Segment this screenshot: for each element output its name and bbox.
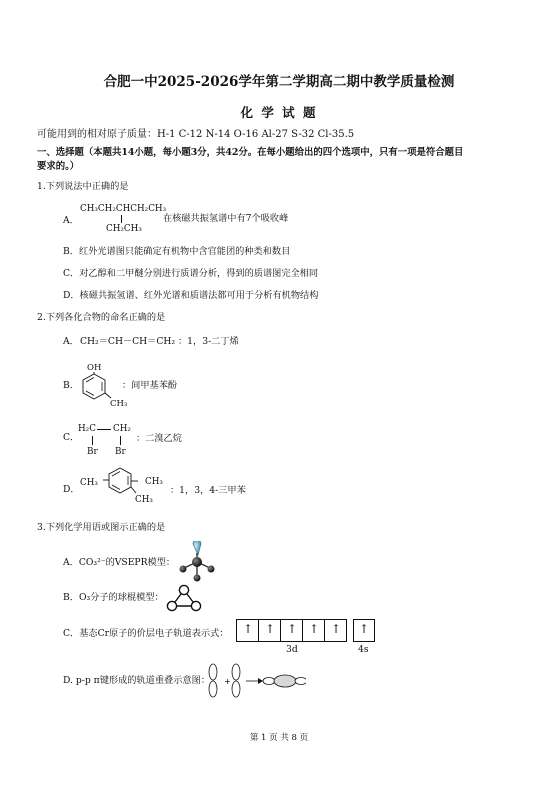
q3-c-divider-1 (258, 620, 259, 641)
q2-option-b-label: B． (63, 380, 79, 391)
q2-c-top-right: CH₂ (113, 424, 131, 434)
q2-option-a-label: A． (63, 336, 79, 347)
q1-option-a-text: 在核磁共振氢谱中有7个吸收峰 (163, 213, 289, 224)
q1-option-a-label: A． (63, 215, 79, 226)
q2-c-name: ：二溴乙烷 (136, 433, 182, 444)
q1-option-d: D．核磁共振氢谱、红外光谱和质谱法都可用于分析有机物结构 (63, 290, 319, 301)
atomic-masses: 可能用到的相对原子质量：H-1 C-12 N-14 O-16 Al-27 S-32 Cl-35.5 (37, 129, 355, 140)
section-heading-bold: 一、选择题 (37, 147, 84, 158)
q2-c-bond-right (120, 436, 121, 445)
exam-title: 合肥一中2025-2026学年第二学期高二期中教学质量检测 (103, 74, 455, 90)
q2-b-oh: OH (87, 363, 102, 373)
q3-c-3d-arrow-5: ↑ (331, 622, 342, 636)
q3-c-3d-arrow-1: ↑ (243, 622, 254, 636)
q1-option-b: B．红外光谱图只能确定有机物中含官能团的种类和数目 (63, 246, 291, 257)
subject-title: 化 学 试 题 (240, 105, 318, 120)
q3-option-c: C．基态Cr原子的价层电子轨道表示式： (63, 628, 229, 639)
q2-stem: 2.下列各化合物的命名正确的是 (37, 312, 166, 323)
page-footer: 第 1 页 共 8 页 (249, 733, 309, 743)
q3-d-pi-overlap-diagram (206, 662, 306, 700)
q2-c-top-left: H₂C (78, 424, 96, 434)
q1-a-formula-top: CH₃CH₂CHCH₂CH₃ (80, 204, 167, 214)
q2-b-ch3: CH₃ (110, 399, 128, 409)
q3-b-ozone-model (166, 584, 202, 612)
q3-stem: 3.下列化学用语或图示正确的是 (37, 522, 166, 533)
q3-c-3d-arrow-2: ↑ (265, 622, 276, 636)
q3-c-4s-arrow: ↑ (359, 622, 370, 636)
q2-c-cc-bond (97, 429, 111, 430)
q3-a-vsepr-model (176, 541, 222, 583)
q2-d-ch3-left: CH₃ (80, 478, 98, 488)
q3-c-4s-label: 4s (358, 644, 369, 655)
q2-d-ch3-right: CH₃ (145, 477, 163, 487)
q2-option-d-label: D． (63, 484, 80, 495)
q3-c-divider-4 (324, 620, 325, 641)
q3-c-3d-arrow-4: ↑ (309, 622, 320, 636)
section-heading (37, 147, 463, 159)
q2-c-br1: Br (87, 447, 98, 457)
q2-a-name: ：1，3-二丁烯 (178, 336, 239, 347)
q3-c-divider-3 (302, 620, 303, 641)
q3-c-divider-2 (280, 620, 281, 641)
q2-b-name: ：间甲基苯酚 (122, 380, 178, 391)
q1-a-formula-bottom: CH₂CH₃ (106, 224, 142, 234)
q2-d-ch3-bottom: CH₃ (135, 495, 153, 505)
q2-c-br2: Br (115, 447, 126, 457)
q2-option-c-label: C． (63, 432, 80, 443)
q1-stem: 1.下列说法中正确的是 (37, 181, 129, 192)
section-heading-line2: 要求的。） (37, 161, 80, 172)
q2-a-formula: CH₂＝CH－CH＝CH₂ (80, 336, 176, 347)
q3-option-b: B．O₃分子的球棍模型： (63, 592, 164, 603)
q2-d-name: ：1，3，4-三甲苯 (170, 485, 246, 496)
q3-c-3d-arrow-3: ↑ (287, 622, 298, 636)
q3-c-3d-label: 3d (286, 644, 298, 655)
section-heading-rest: （本题共14小题，每小题3分，共42分。在每小题给出的四个选项中，只有一项是符合题目 (83, 147, 464, 158)
q2-c-bond-left (92, 436, 93, 445)
q1-option-c: C．对乙醇和二甲醚分别进行质谱分析，得到的质谱图完全相同 (63, 268, 319, 279)
svg-text:+: + (224, 677, 231, 686)
q1-a-branch-bond (121, 215, 122, 223)
q3-option-d: D. p-p π键形成的轨道重叠示意图： (63, 675, 210, 686)
q3-option-a: A．CO₃²⁻的VSEPR模型： (63, 557, 176, 568)
